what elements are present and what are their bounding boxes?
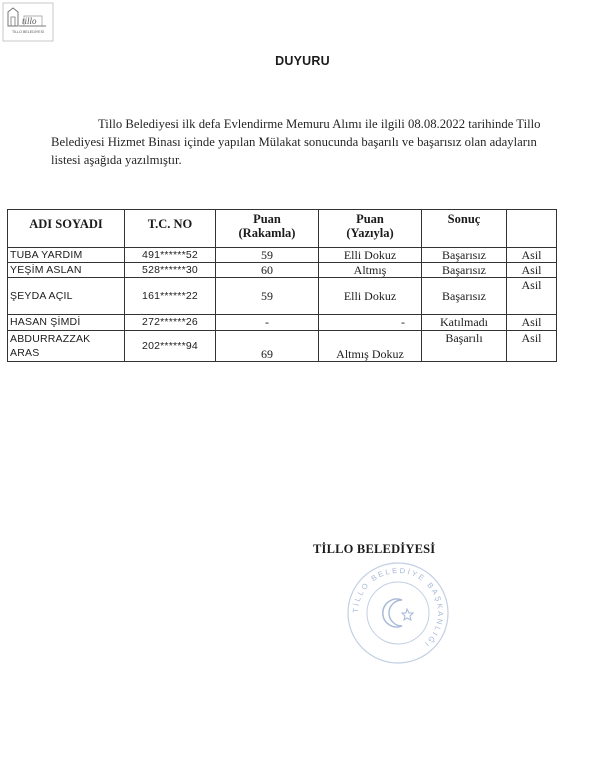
cell-name: TUBA YARDIM — [8, 248, 125, 263]
cell-tc: 272******26 — [125, 315, 216, 331]
cell-name: YEŞİM ASLAN — [8, 263, 125, 278]
cell-tc: 528******30 — [125, 263, 216, 278]
header-puan-yazi: Puan (Yazıyla) — [319, 210, 422, 248]
cell-durum: Asil — [507, 278, 557, 315]
paragraph-line-2: Belediyesi Hizmet Binası içinde yapılan Mülakat sonucunda başarılı ve başarısız olan adayların — [51, 135, 537, 149]
cell-sonuc: Başarısız — [422, 278, 507, 315]
header-sonuc: Sonuç — [422, 210, 507, 248]
header-extra — [507, 210, 557, 248]
municipality-logo — [2, 2, 54, 42]
cell-puan: 59 — [216, 248, 319, 263]
table-row — [8, 278, 557, 315]
page-title: DUYURU — [275, 54, 330, 68]
svg-text:tillo: tillo — [22, 16, 37, 26]
table-header-row — [8, 210, 557, 248]
cell-tc: 202******94 — [125, 331, 216, 362]
cell-name: HASAN ŞİMDİ — [8, 315, 125, 331]
svg-text:TİLLO BELEDİYESİ: TİLLO BELEDİYESİ — [12, 30, 44, 34]
cell-durum: Asil — [507, 263, 557, 278]
signature-title: TİLLO BELEDİYESİ — [313, 542, 436, 556]
cell-puan: 59 — [216, 278, 319, 315]
table-row — [8, 331, 557, 362]
cell-name: ABDURRAZZAK ARAS — [8, 331, 125, 362]
cell-puan-yazi: Altmış Dokuz — [319, 331, 422, 362]
announcement-paragraph — [51, 115, 571, 169]
table-row — [8, 263, 557, 278]
header-tc: T.C. NO — [125, 210, 216, 248]
cell-tc: 161******22 — [125, 278, 216, 315]
cell-puan: - — [216, 315, 319, 331]
cell-puan-yazi: Altmış — [319, 263, 422, 278]
cell-puan-yazi: Elli Dokuz — [319, 248, 422, 263]
svg-text:TİLLO BELEDİYE BAŞKANLIĞI: TİLLO BELEDİYE BAŞKANLIĞI — [350, 565, 446, 650]
cell-sonuc: Başarısız — [422, 248, 507, 263]
cell-durum: Asil — [507, 248, 557, 263]
cell-puan: 69 — [216, 331, 319, 362]
cell-name: ŞEYDA AÇIL — [8, 278, 125, 315]
results-table — [7, 209, 557, 362]
official-seal — [345, 560, 451, 666]
cell-sonuc: Başarısız — [422, 263, 507, 278]
paragraph-line-1: Tillo Belediyesi ilk defa Evlendirme Memuru Alımı ile ilgili 08.08.2022 tarihinde Tillo — [98, 117, 541, 131]
cell-puan-yazi: Elli Dokuz — [319, 278, 422, 315]
cell-sonuc: Başarılı — [422, 331, 507, 362]
table-row — [8, 248, 557, 263]
paragraph-line-3: listesi aşağıda yazılmıştır. — [51, 153, 182, 167]
header-name: ADI SOYADI — [8, 210, 125, 248]
cell-puan-yazi: - — [319, 315, 422, 331]
cell-durum: Asil — [507, 315, 557, 331]
cell-sonuc: Katılmadı — [422, 315, 507, 331]
cell-puan: 60 — [216, 263, 319, 278]
cell-durum: Asil — [507, 331, 557, 362]
table-row — [8, 315, 557, 331]
header-puan-rakam: Puan (Rakamla) — [216, 210, 319, 248]
cell-tc: 491******52 — [125, 248, 216, 263]
